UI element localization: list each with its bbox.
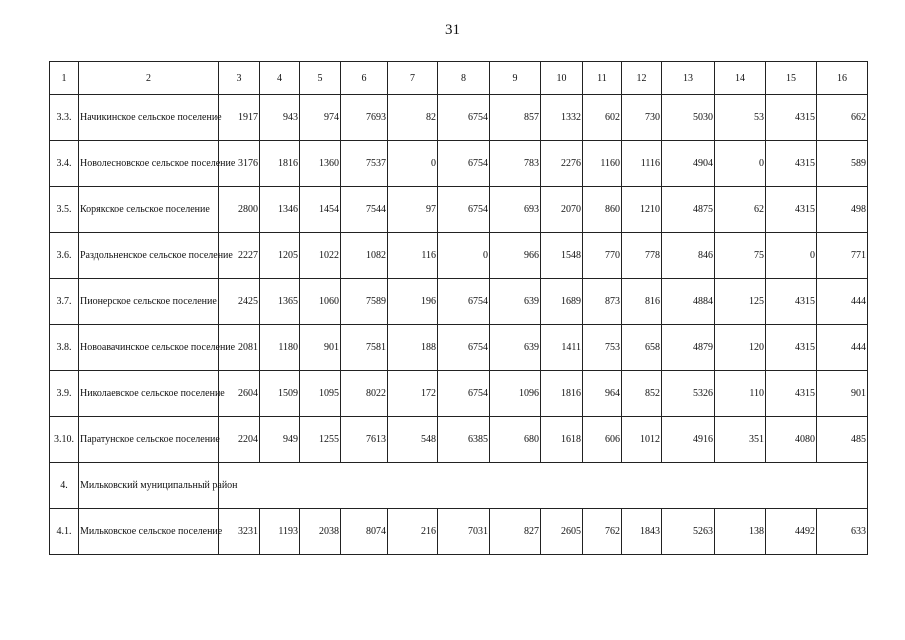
- row-number: 3.9.: [50, 371, 79, 417]
- row-number: 3.7.: [50, 279, 79, 325]
- cell-value: 4916: [662, 417, 715, 463]
- cell-value: 1548: [541, 233, 583, 279]
- cell-value: 351: [715, 417, 766, 463]
- cell-value: 2800: [219, 187, 260, 233]
- cell-value: 0: [766, 233, 817, 279]
- cell-value: 693: [490, 187, 541, 233]
- column-header: 2: [79, 62, 219, 95]
- cell-value: 2227: [219, 233, 260, 279]
- cell-value: 7537: [341, 141, 388, 187]
- row-name: Мильковское сельское поселение: [79, 509, 219, 555]
- cell-value: 2605: [541, 509, 583, 555]
- cell-value: 1160: [583, 141, 622, 187]
- cell-value: 62: [715, 187, 766, 233]
- cell-value: 6754: [438, 141, 490, 187]
- row-name: Раздольненское сельское поселение: [79, 233, 219, 279]
- column-header: 13: [662, 62, 715, 95]
- cell-value: 4904: [662, 141, 715, 187]
- cell-value: 860: [583, 187, 622, 233]
- table-row: [50, 95, 868, 141]
- row-name: Новолесновское сельское поселение: [79, 141, 219, 187]
- cell-value: 2081: [219, 325, 260, 371]
- cell-value: 1205: [260, 233, 300, 279]
- table-row-district: [50, 463, 868, 509]
- cell-value: 816: [622, 279, 662, 325]
- cell-value: 8022: [341, 371, 388, 417]
- cell-value: 1180: [260, 325, 300, 371]
- cell-value: 1012: [622, 417, 662, 463]
- cell-value: 1816: [260, 141, 300, 187]
- row-name: Николаевское сельское поселение: [79, 371, 219, 417]
- cell-value: 138: [715, 509, 766, 555]
- column-header: 1: [50, 62, 79, 95]
- cell-value: 753: [583, 325, 622, 371]
- cell-value: 116: [388, 233, 438, 279]
- cell-value: 3176: [219, 141, 260, 187]
- cell-value: 1360: [300, 141, 341, 187]
- cell-value: 216: [388, 509, 438, 555]
- cell-value: 6754: [438, 187, 490, 233]
- cell-value: 97: [388, 187, 438, 233]
- cell-value: 658: [622, 325, 662, 371]
- cell-value: 964: [583, 371, 622, 417]
- table-row: [50, 417, 868, 463]
- cell-value: 444: [817, 279, 868, 325]
- cell-value: 589: [817, 141, 868, 187]
- cell-value: 444: [817, 325, 868, 371]
- cell-value: 639: [490, 279, 541, 325]
- cell-value: 6754: [438, 95, 490, 141]
- cell-value: 783: [490, 141, 541, 187]
- cell-value: 4315: [766, 325, 817, 371]
- cell-value: 4080: [766, 417, 817, 463]
- cell-value: 2038: [300, 509, 341, 555]
- cell-value: 5263: [662, 509, 715, 555]
- row-number: 3.4.: [50, 141, 79, 187]
- cell-value: 3231: [219, 509, 260, 555]
- column-header: 5: [300, 62, 341, 95]
- row-number: 3.10.: [50, 417, 79, 463]
- cell-value: 6385: [438, 417, 490, 463]
- cell-value: 7581: [341, 325, 388, 371]
- column-header: 4: [260, 62, 300, 95]
- column-header: 3: [219, 62, 260, 95]
- cell-value: 6754: [438, 371, 490, 417]
- column-header: 14: [715, 62, 766, 95]
- cell-value: 4315: [766, 279, 817, 325]
- cell-value: 1193: [260, 509, 300, 555]
- row-number: 3.8.: [50, 325, 79, 371]
- cell-value: 2604: [219, 371, 260, 417]
- table-row: [50, 371, 868, 417]
- row-name: Начикинское сельское поселение: [79, 95, 219, 141]
- row-name: Мильковский муниципальный район: [79, 463, 219, 509]
- cell-value: 949: [260, 417, 300, 463]
- cell-value: 827: [490, 509, 541, 555]
- cell-value: 1096: [490, 371, 541, 417]
- cell-value: 1095: [300, 371, 341, 417]
- cell-value: 639: [490, 325, 541, 371]
- cell-value: 1618: [541, 417, 583, 463]
- cell-value: 7031: [438, 509, 490, 555]
- cell-value: 1116: [622, 141, 662, 187]
- cell-value: 770: [583, 233, 622, 279]
- cell-value: 5030: [662, 95, 715, 141]
- table-row: [50, 141, 868, 187]
- cell-value: 548: [388, 417, 438, 463]
- cell-value: 485: [817, 417, 868, 463]
- cell-value: 4315: [766, 95, 817, 141]
- cell-value: 1843: [622, 509, 662, 555]
- column-header: 15: [766, 62, 817, 95]
- column-header: 16: [817, 62, 868, 95]
- cell-value: 4315: [766, 141, 817, 187]
- row-name: Корякское сельское поселение: [79, 187, 219, 233]
- cell-value: 1816: [541, 371, 583, 417]
- cell-value: 188: [388, 325, 438, 371]
- cell-value: 2070: [541, 187, 583, 233]
- cell-value: 857: [490, 95, 541, 141]
- cell-value: 2204: [219, 417, 260, 463]
- table-row: [50, 325, 868, 371]
- cell-value: 602: [583, 95, 622, 141]
- cell-value: 730: [622, 95, 662, 141]
- cell-value: 196: [388, 279, 438, 325]
- row-number: 3.5.: [50, 187, 79, 233]
- cell-value: 873: [583, 279, 622, 325]
- cell-value: 6754: [438, 325, 490, 371]
- table-row: [50, 233, 868, 279]
- cell-value: 7693: [341, 95, 388, 141]
- cell-value: 606: [583, 417, 622, 463]
- cell-value: 0: [438, 233, 490, 279]
- cell-value: 778: [622, 233, 662, 279]
- cell-value: 662: [817, 95, 868, 141]
- cell-value: 82: [388, 95, 438, 141]
- column-header: 11: [583, 62, 622, 95]
- cell-value: 8074: [341, 509, 388, 555]
- cell-value: 4315: [766, 187, 817, 233]
- data-table: [49, 61, 868, 555]
- column-header: 9: [490, 62, 541, 95]
- cell-value: 966: [490, 233, 541, 279]
- row-name: Паратунское сельское поселение: [79, 417, 219, 463]
- cell-value: 762: [583, 509, 622, 555]
- column-header: 12: [622, 62, 662, 95]
- cell-value: 852: [622, 371, 662, 417]
- cell-value: 4875: [662, 187, 715, 233]
- cell-value: 680: [490, 417, 541, 463]
- cell-value: 943: [260, 95, 300, 141]
- cell-value: 5326: [662, 371, 715, 417]
- cell-value: 6754: [438, 279, 490, 325]
- cell-value: 1060: [300, 279, 341, 325]
- cell-value: 7613: [341, 417, 388, 463]
- row-name: Новоавачинское сельское поселение: [79, 325, 219, 371]
- cell-value: 1365: [260, 279, 300, 325]
- cell-value: 901: [300, 325, 341, 371]
- cell-value: 1689: [541, 279, 583, 325]
- cell-value: 901: [817, 371, 868, 417]
- column-header: 10: [541, 62, 583, 95]
- cell-value: 633: [817, 509, 868, 555]
- cell-value: 1454: [300, 187, 341, 233]
- cell-value: 0: [715, 141, 766, 187]
- cell-value: 7589: [341, 279, 388, 325]
- cell-value: 1332: [541, 95, 583, 141]
- cell-value: 4884: [662, 279, 715, 325]
- page-number: 31: [445, 22, 460, 38]
- cell-value: 110: [715, 371, 766, 417]
- table-row: [50, 279, 868, 325]
- cell-value: 0: [388, 141, 438, 187]
- cell-value: 2425: [219, 279, 260, 325]
- cell-value: 1082: [341, 233, 388, 279]
- column-header: 8: [438, 62, 490, 95]
- cell-value: 1346: [260, 187, 300, 233]
- cell-value: 1411: [541, 325, 583, 371]
- table-row: [50, 187, 868, 233]
- cell-value: 120: [715, 325, 766, 371]
- cell-value: 1509: [260, 371, 300, 417]
- cell-value: 7544: [341, 187, 388, 233]
- cell-value: 1917: [219, 95, 260, 141]
- row-name: Пионерское сельское поселение: [79, 279, 219, 325]
- cell-value: 1255: [300, 417, 341, 463]
- row-number: 4.: [50, 463, 79, 509]
- cell-value: 4879: [662, 325, 715, 371]
- empty-span: [219, 463, 868, 509]
- row-number: 4.1.: [50, 509, 79, 555]
- cell-value: 846: [662, 233, 715, 279]
- column-header: 7: [388, 62, 438, 95]
- row-number: 3.6.: [50, 233, 79, 279]
- cell-value: 1210: [622, 187, 662, 233]
- cell-value: 974: [300, 95, 341, 141]
- cell-value: 53: [715, 95, 766, 141]
- cell-value: 1022: [300, 233, 341, 279]
- cell-value: 4492: [766, 509, 817, 555]
- cell-value: 771: [817, 233, 868, 279]
- cell-value: 4315: [766, 371, 817, 417]
- row-number: 3.3.: [50, 95, 79, 141]
- cell-value: 498: [817, 187, 868, 233]
- cell-value: 75: [715, 233, 766, 279]
- cell-value: 172: [388, 371, 438, 417]
- cell-value: 2276: [541, 141, 583, 187]
- column-header: 6: [341, 62, 388, 95]
- table-row: [50, 509, 868, 555]
- cell-value: 125: [715, 279, 766, 325]
- header-row: [50, 62, 868, 95]
